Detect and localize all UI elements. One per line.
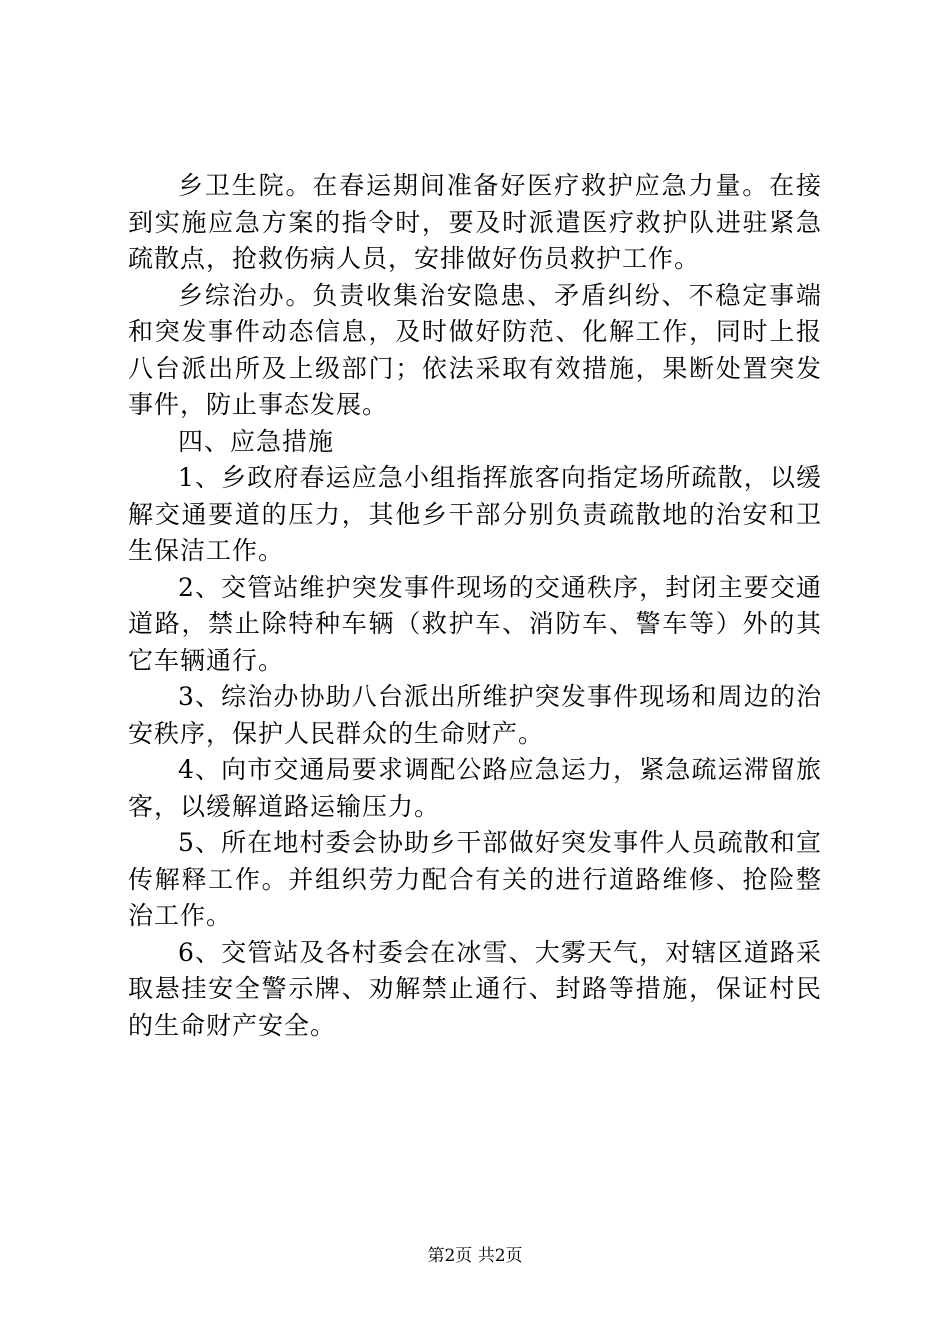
- measure-item-3: 3、综治办协助八台派出所维护突发事件现场和周边的治安秩序，保护人民群众的生命财产。: [128, 682, 822, 748]
- page-footer: 第2页 共2页: [427, 1246, 523, 1266]
- paragraph-health-center: 乡卫生院。在春运期间准备好医疗救护应急力量。在接到实施应急方案的指令时，要及时派遣医疗救护队进驻紧急疏散点，抢救伤病人员，安排做好伤员救护工作。: [128, 171, 822, 273]
- measure-item-6: 6、交管站及各村委会在冰雪、大雾天气，对辖区道路采取悬挂安全警示牌、劝解禁止通行、封路等措施，保证村民的生命财产安全。: [128, 937, 822, 1040]
- measure-item-2: 2、交管站维护突发事件现场的交通秩序，封闭主要交通道路，禁止除特种车辆（救护车、消防车、警车等）外的其它车辆通行。: [128, 572, 822, 675]
- section-heading-emergency-measures: 四、应急措施: [178, 426, 335, 456]
- measure-item-5: 5、所在地村委会协助乡干部做好突发事件人员疏散和宣传解释工作。并组织劳力配合有关的进行道路维修、抢险整治工作。: [128, 828, 822, 930]
- measure-item-4: 4、向市交通局要求调配公路应急运力，紧急疏运滞留旅客，以缓解道路运输压力。: [128, 755, 822, 821]
- document-body: [128, 168, 822, 1044]
- paragraph-security-office: 乡综治办。负责收集治安隐患、矛盾纠纷、不稳定事端和突发事件动态信息，及时做好防范、化解工作，同时上报八台派出所及上级部门；依法采取有效措施，果断处置突发事件，防止事态发展。: [128, 280, 822, 419]
- measure-item-1: 1、乡政府春运应急小组指挥旅客向指定场所疏散，以缓解交通要道的压力，其他乡干部分别负责疏散地的治安和卫生保洁工作。: [128, 463, 822, 565]
